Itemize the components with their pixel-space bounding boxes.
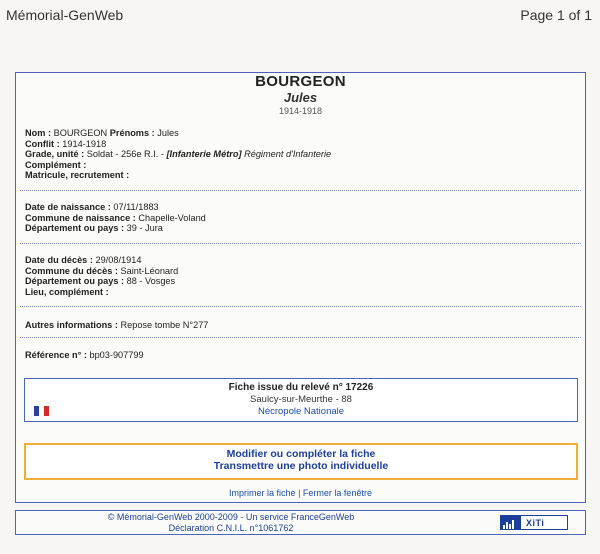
birth-date-label: Date de naissance : xyxy=(25,202,111,212)
identity-section xyxy=(25,128,576,181)
birth-section xyxy=(25,202,576,234)
birth-commune-value: Chapelle-Voland xyxy=(138,212,206,223)
footer-text xyxy=(16,512,446,533)
reference-value: bp03-907799 xyxy=(89,350,144,360)
necropole-link[interactable]: Nécropole Nationale xyxy=(257,406,345,417)
divider xyxy=(20,190,581,191)
divider xyxy=(20,306,581,307)
nom-label: Nom : xyxy=(25,128,52,138)
other-info-label: Autres informations : xyxy=(25,320,118,330)
surname-heading: BOURGEON xyxy=(255,73,346,90)
death-date-value: 29/08/1914 xyxy=(95,255,142,265)
reference-section xyxy=(25,350,576,361)
birth-commune-label: Commune de naissance : xyxy=(25,212,136,223)
flag-stripe xyxy=(44,406,49,416)
matricule-label: Matricule, recrutement : xyxy=(25,170,130,180)
grade-label: Grade, unité : xyxy=(25,149,85,159)
link-separator: | xyxy=(298,488,301,498)
years-heading: 1914-1918 xyxy=(278,106,323,116)
other-info-value: Repose tombe N°277 xyxy=(120,320,209,330)
birth-dept-label: Département ou pays : xyxy=(25,223,125,233)
action-links xyxy=(16,488,585,498)
title-block xyxy=(16,74,585,117)
prenoms-value: Jules xyxy=(157,128,179,138)
grade-type: Régiment d'Infanterie xyxy=(244,149,332,159)
death-lieu-label: Lieu, complément : xyxy=(25,286,109,297)
fiche-place: Saulcy-sur-Meurthe - 88 xyxy=(250,394,352,405)
close-window-link[interactable]: Fermer la fenêtre xyxy=(302,488,372,498)
death-date-label: Date du décès : xyxy=(25,255,93,265)
complement-label: Complément : xyxy=(25,159,87,170)
page-counter: Page 1 of 1 xyxy=(520,7,592,23)
prenoms-label: Prénoms : xyxy=(109,128,155,138)
footer xyxy=(15,510,586,535)
site-name: Mémorial-GenWeb xyxy=(6,7,124,23)
bar-chart-icon xyxy=(501,516,521,529)
french-flag-icon xyxy=(34,406,49,416)
fiche-source-box xyxy=(24,378,578,422)
cnil-text: Déclaration C.N.I.L. n°1061762 xyxy=(168,522,294,533)
modify-fiche-link[interactable]: Modifier ou compléter la fiche xyxy=(226,448,376,460)
upload-photo-link[interactable]: Transmettre une photo individuelle xyxy=(213,460,389,472)
conflit-label: Conflit : xyxy=(25,138,60,149)
fiche-title: Fiche issue du relevé n° 17226 xyxy=(228,382,374,393)
conflit-value: 1914-1918 xyxy=(62,138,107,149)
divider xyxy=(20,337,581,338)
nom-value: BOURGEON xyxy=(53,128,108,138)
xiti-label: XiTi xyxy=(526,517,545,528)
record-card xyxy=(15,72,586,503)
birth-date-value: 07/11/1883 xyxy=(113,202,159,212)
death-commune-label: Commune du décès : xyxy=(25,265,118,276)
xiti-badge[interactable] xyxy=(500,515,568,530)
death-section xyxy=(25,255,576,297)
birth-dept-value: 39 - Jura xyxy=(126,223,163,233)
print-link[interactable]: Imprimer la fiche xyxy=(229,488,296,498)
death-dept-label: Département ou pays : xyxy=(25,276,125,286)
divider xyxy=(20,243,581,244)
grade-value: Soldat - 256e R.I. - xyxy=(86,149,164,159)
modify-box xyxy=(24,443,578,480)
death-dept-value: 88 - Vosges xyxy=(126,276,176,286)
copyright-text: © Mémorial-GenWeb 2000-2009 - Un service FranceGenWeb xyxy=(107,512,355,522)
firstname-heading: Jules xyxy=(283,90,318,105)
death-commune-value: Saint-Léonard xyxy=(120,265,179,276)
grade-unit: [Infanterie Métro] xyxy=(166,149,242,159)
other-info-section xyxy=(25,320,576,331)
reference-label: Référence n° : xyxy=(25,350,87,360)
